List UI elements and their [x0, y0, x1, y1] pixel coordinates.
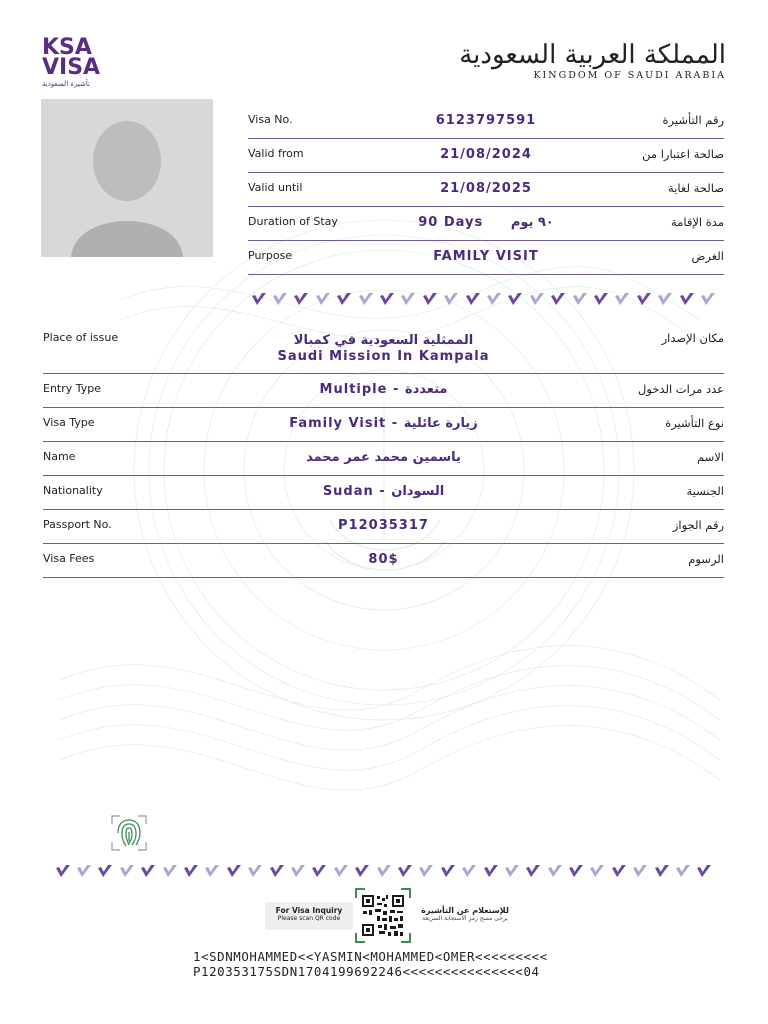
purpose-value: FAMILY VISIT [433, 249, 539, 264]
security-tick-icon [138, 862, 159, 880]
security-tick-icon [223, 862, 244, 880]
place-of-issue-english: Saudi Mission In Kampala [277, 349, 490, 364]
security-tick-icon [376, 290, 397, 308]
security-tick-icon [355, 290, 376, 308]
security-tick-icon [565, 862, 586, 880]
security-tick-icon [159, 862, 180, 880]
security-tick-icon [334, 290, 355, 308]
security-tick-icon [587, 862, 608, 880]
security-tick-icon [248, 290, 269, 308]
security-tick-icon [269, 290, 290, 308]
person-silhouette-icon [41, 99, 213, 257]
valid-from-value: 21/08/2024 [440, 147, 532, 162]
purpose-label: Purpose [248, 249, 293, 262]
passport-number-label-ar: رقم الجواز [672, 518, 724, 532]
visa-number-row [248, 105, 724, 139]
visa-type-label: Visa Type [43, 416, 95, 429]
security-tick-icon [419, 290, 440, 308]
kingdom-english-title: KINGDOM OF SAUDI ARABIA [533, 70, 726, 81]
place-of-issue-arabic: الممثلية السعودية في كمبالا [293, 333, 474, 348]
security-tick-icon [544, 862, 565, 880]
ksa-visa-logo [42, 35, 112, 88]
qr-subtitle-arabic: يرجى مسح رمز الاستجابة السريعة [422, 915, 508, 922]
security-tick-icon [416, 862, 437, 880]
entry-type-row [43, 374, 724, 408]
security-tick-icon [373, 862, 394, 880]
visa-number-label-ar: رقم التأشيرة [662, 113, 724, 127]
security-tick-icon [547, 290, 568, 308]
security-tick-icon [612, 290, 633, 308]
place-of-issue-label: Place of issue [43, 331, 119, 344]
security-tick-icon [312, 290, 333, 308]
security-tick-icon [245, 862, 266, 880]
valid-until-label-ar: صالحة لغاية [668, 181, 724, 195]
security-tick-icon [672, 862, 693, 880]
qr-instructions-arabic [415, 902, 515, 930]
security-tick-icon [523, 862, 544, 880]
security-tick-icon [462, 290, 483, 308]
security-tick-icon [590, 290, 611, 308]
name-row [43, 442, 724, 476]
qr-subtitle-english: Please scan QR code [277, 915, 341, 922]
visa-inquiry-qr-block [265, 888, 515, 943]
security-tick-icon [651, 862, 672, 880]
entry-type-label-ar: عدد مرات الدخول [638, 382, 724, 396]
security-tick-icon [330, 862, 351, 880]
security-tick-icon [116, 862, 137, 880]
security-tick-icon [458, 862, 479, 880]
security-tick-icon [437, 862, 458, 880]
security-tick-icon [569, 290, 590, 308]
mrz-line-2: P120353175SDN1704199692246<<<<<<<<<<<<<<<04 [193, 964, 540, 979]
nationality-value: Sudan - السودان [322, 484, 445, 499]
security-ticks-bottom [52, 862, 715, 880]
visa-number-label: Visa No. [248, 113, 293, 126]
qr-title-english: For Visa Inquiry [275, 906, 343, 915]
nationality-label: Nationality [43, 484, 103, 497]
visa-fees-row [43, 544, 724, 578]
security-tick-icon [291, 290, 312, 308]
fingerprint-icon [110, 814, 148, 852]
valid-from-row [248, 139, 724, 173]
security-tick-icon [202, 862, 223, 880]
visa-fees-value: 80$ [368, 552, 399, 567]
security-tick-icon [501, 862, 522, 880]
duration-value: 90 Days ٩٠ يوم [418, 215, 554, 230]
visa-number-value: 6123797591 [435, 113, 537, 128]
security-tick-icon [505, 290, 526, 308]
security-ticks-top [248, 290, 719, 308]
visa-type-row [43, 408, 724, 442]
valid-until-value: 21/08/2025 [440, 181, 532, 196]
valid-from-label: Valid from [248, 147, 304, 160]
entry-type-value: Multiple - متعددة [319, 382, 448, 397]
purpose-label-ar: الغرض [691, 249, 724, 263]
visa-fees-label: Visa Fees [43, 552, 95, 565]
security-tick-icon [266, 862, 287, 880]
security-tick-icon [287, 862, 308, 880]
place-of-issue-label-ar: مكان الإصدار [661, 331, 724, 345]
valid-from-label-ar: صالحة اعتبارا من [642, 147, 724, 161]
security-tick-icon [630, 862, 651, 880]
security-tick-icon [694, 862, 715, 880]
valid-until-row [248, 173, 724, 207]
name-label: Name [43, 450, 76, 463]
nationality-row [43, 476, 724, 510]
passport-number-row [43, 510, 724, 544]
passport-number-label: Passport No. [43, 518, 112, 531]
security-tick-icon [654, 290, 675, 308]
security-tick-icon [676, 290, 697, 308]
security-tick-icon [480, 862, 501, 880]
security-tick-icon [441, 290, 462, 308]
security-tick-icon [526, 290, 547, 308]
nationality-label-ar: الجنسية [686, 484, 724, 498]
security-tick-icon [633, 290, 654, 308]
qr-instructions-english [265, 902, 353, 930]
kingdom-header [459, 40, 726, 81]
mrz-line-1: 1<SDNMOHAMMED<<YASMIN<MOHAMMED<OMER<<<<<<<<< [193, 949, 548, 964]
security-tick-icon [180, 862, 201, 880]
security-tick-icon [95, 862, 116, 880]
valid-until-label: Valid until [248, 181, 303, 194]
security-tick-icon [309, 862, 330, 880]
name-label-ar: الاسم [696, 450, 724, 464]
security-tick-icon [73, 862, 94, 880]
security-tick-icon [697, 290, 718, 308]
qr-title-arabic: للإستعلام عن التأشيرة [421, 906, 509, 915]
security-tick-icon [483, 290, 504, 308]
ksa-logo-line2: VISA [42, 55, 101, 80]
visa-fees-label-ar: الرسوم [688, 552, 724, 566]
applicant-photo [41, 99, 213, 257]
visa-type-value: Family Visit - زيارة عائلية [289, 416, 478, 431]
security-tick-icon [394, 862, 415, 880]
duration-label: Duration of Stay [248, 215, 338, 228]
kingdom-arabic-title: المملكة العربية السعودية [459, 40, 726, 70]
entry-type-label: Entry Type [43, 382, 102, 395]
ksa-logo-arabic: تأشيرة السعودية [42, 80, 90, 88]
security-tick-icon [52, 862, 73, 880]
qr-code-icon[interactable] [355, 888, 411, 943]
place-of-issue-value [43, 333, 724, 365]
ksa-logo-line1: KSA [42, 35, 92, 60]
visa-type-label-ar: نوع التأشيرة [665, 416, 724, 430]
security-tick-icon [398, 290, 419, 308]
passport-number-value: P12035317 [338, 518, 429, 533]
security-tick-icon [351, 862, 372, 880]
duration-row [248, 207, 724, 241]
duration-label-ar: مدة الإقامة [671, 215, 724, 229]
place-of-issue-row [43, 323, 724, 374]
security-tick-icon [608, 862, 629, 880]
name-value: ياسمين محمد عمر محمد [306, 450, 461, 465]
purpose-row [248, 241, 724, 275]
